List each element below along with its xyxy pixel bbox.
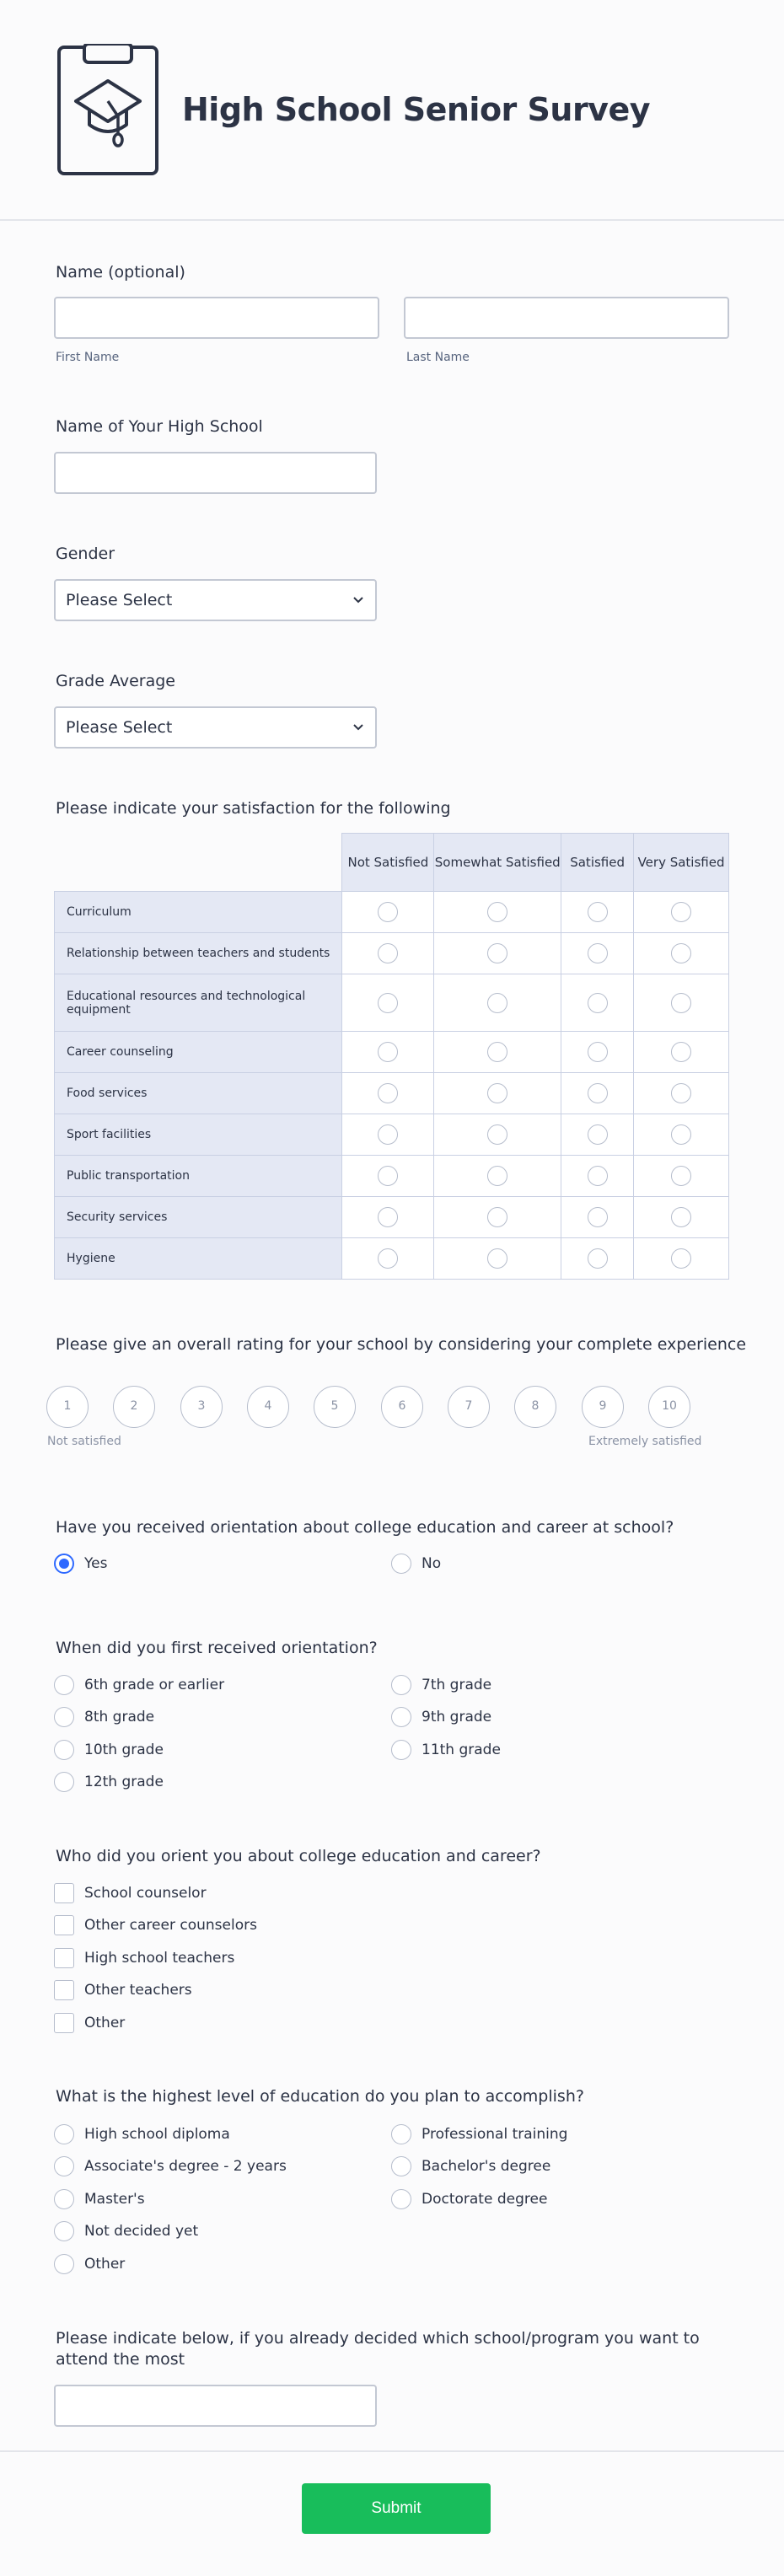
matrix-row-label: Career counseling xyxy=(55,1032,342,1073)
matrix-radio[interactable] xyxy=(487,1166,507,1186)
matrix-radio[interactable] xyxy=(671,993,691,1013)
option-label: Doctorate degree xyxy=(422,2191,548,2208)
matrix-row xyxy=(55,933,729,974)
grade-select-value: Please Select xyxy=(66,718,173,737)
rating-option-6[interactable]: 6 xyxy=(381,1386,423,1428)
grade-average-select[interactable] xyxy=(54,706,377,749)
gender-question-label: Gender xyxy=(56,545,115,563)
checkbox[interactable] xyxy=(54,1948,74,1968)
option-label: Other xyxy=(84,2015,126,2031)
matrix-radio[interactable] xyxy=(378,1166,398,1186)
matrix-row xyxy=(55,1032,729,1073)
matrix-header-row xyxy=(55,834,729,892)
radio-button[interactable] xyxy=(54,1740,74,1760)
education-option[interactable] xyxy=(391,2155,550,2177)
education-question-label: What is the highest level of education do you plan to accomplish? xyxy=(56,2087,584,2106)
matrix-row xyxy=(55,1238,729,1280)
chevron-down-icon xyxy=(352,593,365,606)
matrix-row-label: Food services xyxy=(55,1073,342,1114)
who-question-label: Who did you orient you about college education and career? xyxy=(56,1847,541,1865)
when-option[interactable] xyxy=(54,1771,164,1793)
matrix-row-label: Public transportation xyxy=(55,1156,342,1197)
option-label: Other teachers xyxy=(84,1982,192,1999)
when-option[interactable] xyxy=(54,1674,224,1696)
rating-option-5[interactable]: 5 xyxy=(314,1386,356,1428)
rating-question-label: Please give an overall rating for your school by considering your complete experience xyxy=(56,1335,747,1354)
matrix-radio[interactable] xyxy=(671,1042,691,1062)
chevron-down-icon xyxy=(352,720,365,733)
education-option[interactable] xyxy=(54,2188,145,2210)
option-label: Bachelor's degree xyxy=(422,2158,551,2175)
option-label: Associate's degree - 2 years xyxy=(84,2158,287,2175)
education-option[interactable] xyxy=(54,2155,287,2177)
matrix-radio[interactable] xyxy=(378,1042,398,1062)
option-label: 8th grade xyxy=(84,1709,155,1725)
when-question-label: When did you first received orientation? xyxy=(56,1639,378,1657)
checkbox[interactable] xyxy=(54,1915,74,1935)
matrix-radio[interactable] xyxy=(588,1248,608,1269)
radio-button[interactable] xyxy=(54,2189,74,2209)
option-label: High school teachers xyxy=(84,1950,235,1967)
matrix-row xyxy=(55,1156,729,1197)
matrix-radio[interactable] xyxy=(378,1083,398,1103)
radio-button[interactable] xyxy=(54,2124,74,2144)
matrix-radio[interactable] xyxy=(671,902,691,922)
option-label: High school diploma xyxy=(84,2126,230,2143)
rating-low-label: Not satisfied xyxy=(47,1435,121,1448)
school-name-input[interactable] xyxy=(54,452,377,494)
page-title: High School Senior Survey xyxy=(182,91,650,128)
radio-button[interactable] xyxy=(54,2254,74,2274)
matrix-radio[interactable] xyxy=(487,1083,507,1103)
option-label: 6th grade or earlier xyxy=(84,1677,225,1693)
option-label: No xyxy=(422,1555,442,1572)
matrix-radio[interactable] xyxy=(588,943,608,963)
education-option[interactable] xyxy=(391,2123,567,2145)
matrix-radio[interactable] xyxy=(487,943,507,963)
radio-button-checked[interactable] xyxy=(54,1554,74,1574)
option-label: 11th grade xyxy=(422,1741,501,1758)
who-option[interactable] xyxy=(54,1979,192,2001)
matrix-radio[interactable] xyxy=(588,1083,608,1103)
education-option[interactable] xyxy=(391,2188,547,2210)
grade-question-label: Grade Average xyxy=(56,672,175,690)
matrix-radio[interactable] xyxy=(487,1124,507,1145)
matrix-radio[interactable] xyxy=(378,902,398,922)
rating-option-8[interactable]: 8 xyxy=(514,1386,556,1428)
gender-select-value: Please Select xyxy=(66,591,173,609)
matrix-row-label: Relationship between teachers and students xyxy=(55,933,342,974)
matrix-row-label: Curriculum xyxy=(55,892,342,933)
education-option[interactable] xyxy=(54,2123,230,2145)
orientation-question-label: Have you received orientation about college education and career at school? xyxy=(56,1518,674,1537)
matrix-radio[interactable] xyxy=(487,993,507,1013)
option-label: 10th grade xyxy=(84,1741,164,1758)
when-option[interactable] xyxy=(391,1739,501,1761)
submit-button[interactable]: Submit xyxy=(302,2483,491,2534)
checkbox[interactable] xyxy=(54,1980,74,2000)
matrix-radio[interactable] xyxy=(487,1042,507,1062)
radio-button[interactable] xyxy=(54,1707,74,1727)
matrix-radio[interactable] xyxy=(378,1207,398,1227)
option-label: School counselor xyxy=(84,1885,207,1902)
matrix-column-header: Very Satisfied xyxy=(634,834,729,892)
last-name-input[interactable] xyxy=(404,297,729,339)
radio-button[interactable] xyxy=(54,1772,74,1792)
rating-option-4[interactable]: 4 xyxy=(247,1386,289,1428)
option-label: 7th grade xyxy=(422,1677,492,1693)
matrix-radio[interactable] xyxy=(378,993,398,1013)
option-label: Not decided yet xyxy=(84,2223,199,2240)
matrix-radio[interactable] xyxy=(588,1124,608,1145)
satisfaction-matrix xyxy=(54,833,729,1280)
rating-option-7[interactable]: 7 xyxy=(448,1386,490,1428)
radio-button[interactable] xyxy=(54,2221,74,2241)
radio-button[interactable] xyxy=(391,1740,411,1760)
matrix-corner xyxy=(55,834,342,892)
checkbox[interactable] xyxy=(54,2013,74,2033)
matrix-row xyxy=(55,1197,729,1238)
option-label: Other xyxy=(84,2256,126,2273)
matrix-radio[interactable] xyxy=(588,1042,608,1062)
footer-divider xyxy=(0,2450,784,2452)
radio-button[interactable] xyxy=(391,2189,411,2209)
matrix-radio[interactable] xyxy=(588,993,608,1013)
matrix-radio[interactable] xyxy=(671,1207,691,1227)
satisfaction-question-label: Please indicate your satisfaction for the following xyxy=(56,799,451,818)
program-question-label: Please indicate below, if you already decided which school/program you want to attend the most xyxy=(56,2329,700,2369)
matrix-row-label: Educational resources and technological equipment xyxy=(55,974,342,1032)
radio-button[interactable] xyxy=(391,1675,411,1695)
rating-option-2[interactable]: 2 xyxy=(113,1386,155,1428)
when-option[interactable] xyxy=(391,1674,491,1696)
rating-high-label: Extremely satisfied xyxy=(588,1435,702,1448)
matrix-radio[interactable] xyxy=(378,1124,398,1145)
who-option[interactable] xyxy=(54,1914,257,1936)
matrix-row xyxy=(55,1114,729,1156)
rating-option-10[interactable]: 10 xyxy=(648,1386,690,1428)
rating-option-9[interactable]: 9 xyxy=(582,1386,624,1428)
matrix-radio[interactable] xyxy=(588,902,608,922)
program-input[interactable] xyxy=(54,2385,377,2427)
radio-button[interactable] xyxy=(391,1707,411,1727)
who-option[interactable] xyxy=(54,1882,207,1904)
who-option[interactable] xyxy=(54,2012,125,2034)
education-option[interactable] xyxy=(54,2253,125,2275)
option-label: 9th grade xyxy=(422,1709,492,1725)
option-label: Master's xyxy=(84,2191,145,2208)
when-option[interactable] xyxy=(54,1706,154,1728)
rating-option-1[interactable]: 1 xyxy=(46,1386,89,1428)
name-question-label: Name (optional) xyxy=(56,263,185,282)
education-option[interactable] xyxy=(54,2220,198,2242)
school-question-label: Name of Your High School xyxy=(56,417,263,436)
matrix-radio[interactable] xyxy=(671,943,691,963)
option-label: Yes xyxy=(84,1555,108,1572)
matrix-row xyxy=(55,892,729,933)
radio-button[interactable] xyxy=(54,1675,74,1695)
matrix-row xyxy=(55,1073,729,1114)
matrix-radio[interactable] xyxy=(378,943,398,963)
matrix-row-label: Sport facilities xyxy=(55,1114,342,1156)
radio-button[interactable] xyxy=(391,1554,411,1574)
radio-button[interactable] xyxy=(391,2124,411,2144)
orientation-option-yes[interactable] xyxy=(54,1553,107,1575)
when-option[interactable] xyxy=(391,1706,491,1728)
matrix-row xyxy=(55,974,729,1032)
matrix-radio[interactable] xyxy=(671,1166,691,1186)
form-header xyxy=(0,0,784,221)
graduation-cap-clipboard-icon xyxy=(56,44,160,177)
matrix-radio[interactable] xyxy=(588,1166,608,1186)
radio-button[interactable] xyxy=(54,2156,74,2176)
matrix-radio[interactable] xyxy=(671,1083,691,1103)
matrix-radio[interactable] xyxy=(671,1124,691,1145)
who-option[interactable] xyxy=(54,1947,234,1969)
matrix-row-label: Security services xyxy=(55,1197,342,1238)
first-name-sublabel: First Name xyxy=(56,351,120,364)
option-label: 12th grade xyxy=(84,1774,164,1790)
matrix-radio[interactable] xyxy=(487,1248,507,1269)
radio-button[interactable] xyxy=(391,2156,411,2176)
matrix-column-header: Somewhat Satisfied xyxy=(434,834,561,892)
option-label: Professional training xyxy=(422,2126,568,2143)
matrix-row-label: Hygiene xyxy=(55,1238,342,1280)
matrix-radio[interactable] xyxy=(378,1248,398,1269)
matrix-radio[interactable] xyxy=(487,902,507,922)
last-name-sublabel: Last Name xyxy=(406,351,470,364)
matrix-radio[interactable] xyxy=(487,1207,507,1227)
matrix-column-header: Not Satisfied xyxy=(342,834,434,892)
matrix-radio[interactable] xyxy=(671,1248,691,1269)
first-name-input[interactable] xyxy=(54,297,379,339)
checkbox[interactable] xyxy=(54,1883,74,1903)
matrix-radio[interactable] xyxy=(588,1207,608,1227)
orientation-option-no[interactable] xyxy=(391,1553,441,1575)
gender-select[interactable] xyxy=(54,579,377,621)
option-label: Other career counselors xyxy=(84,1917,257,1934)
matrix-column-header: Satisfied xyxy=(561,834,634,892)
when-option[interactable] xyxy=(54,1739,164,1761)
rating-option-3[interactable]: 3 xyxy=(180,1386,223,1428)
